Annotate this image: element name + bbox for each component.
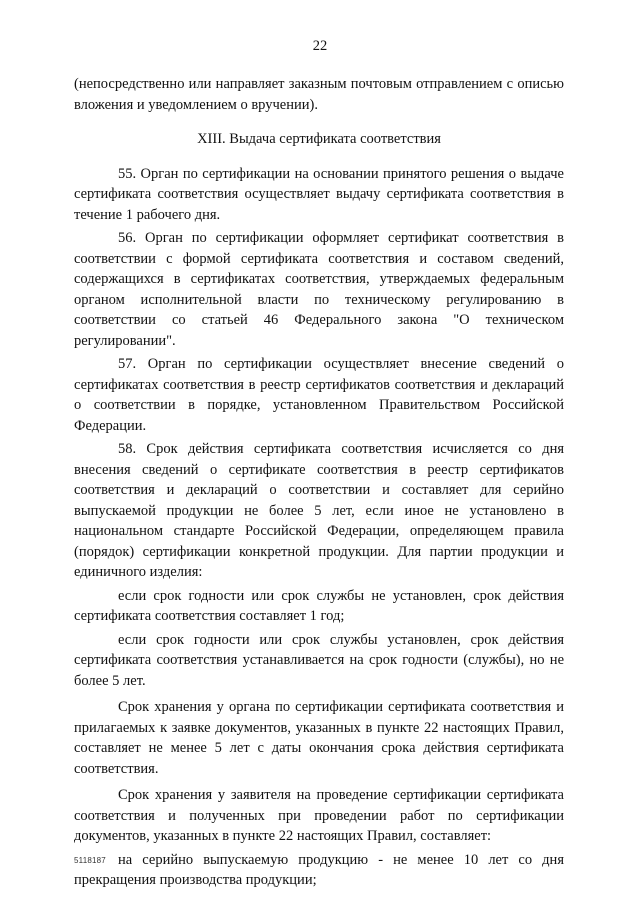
document-body — [74, 74, 564, 891]
paragraph-58-item-no-expiry: если срок годности или срок службы не установлен, срок действия сертификата соответствия составляет 1 год; — [74, 587, 564, 624]
paragraph-storage-applicant: Срок хранения у заявителя на проведение сертификации сертификата соответствия и полученных при проведении работ по сертификации документов, указанных в пункте 22 настоящих Правил, составляет: — [74, 787, 564, 844]
paragraph-58-item-with-expiry: если срок годности или срок службы установлен, срок действия сертификата соответствия устанавливается на срок годности (службы), но не более 5 лет. — [74, 631, 564, 689]
paragraph-serial-production: на серийно выпускаемую продукцию - не менее 10 лет со дня прекращения производства продукции; — [74, 851, 564, 888]
paragraph-58: 58. Срок действия сертификата соответствия исчисляется со дня внесения сведений о сертификате соответствия в реестр сертификатов соответствия и деклараций о соответствии и составляет для серийно выпускаемой продукции не более 5 лет, если иное не установлено в национальном стандарте Российской Федерации, определяющем правила (порядок) сертификации конкретной продукции. Для партии продукции и единичного изделия: — [74, 441, 564, 580]
document-code: 5118187 — [74, 856, 106, 865]
paragraph-57: 57. Орган по сертификации осуществляет внесение сведений о сертификатах соответствия в реестр сертификатов соответствия и деклараций о соответствии в порядке, установленном Правительством Российской Федерации. — [74, 356, 564, 434]
continuation-paragraph: (непосредственно или направляет заказным почтовым отправлением с описью вложения и уведомлением о вручении). — [74, 76, 564, 113]
section-heading: XIII. Выдача сертификата соответствия — [197, 131, 441, 147]
paragraph-56: 56. Орган по сертификации оформляет сертификат соответствия в соответствии с формой сертификата соответствия и составом сведений, содержащихся в сертификатах соответствия, утверждаемых федеральным органом исполнительной власти по техническому регулированию в соответствии со статьей 46 Федерального закона "О техническом регулировании". — [74, 230, 564, 349]
paragraph-55: 55. Орган по сертификации на основании принятого решения о выдаче сертификата соответствия осуществляет выдачу сертификата соответствия в течение 1 рабочего дня. — [74, 165, 564, 223]
page-number: 22 — [312, 38, 328, 54]
paragraph-storage-certification-body: Срок хранения у органа по сертификации сертификата соответствия и прилагаемых к заявке документов, указанных в пункте 22 настоящих Правил, составляет не менее 5 лет с даты окончания срока действия сертификата соответствия. — [74, 699, 564, 777]
